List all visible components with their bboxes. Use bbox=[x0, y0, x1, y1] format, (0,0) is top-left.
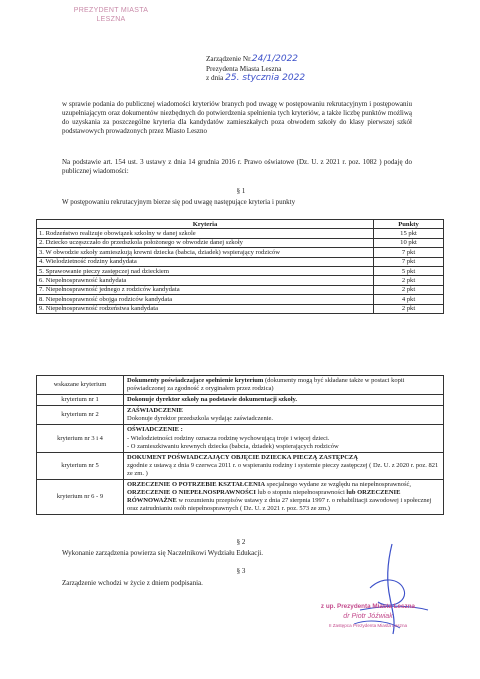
documents-column-header bbox=[124, 376, 444, 395]
table-row bbox=[37, 395, 444, 406]
section-3-text: Zarządzenie wchodzi w życie z dniem podpisania. bbox=[62, 579, 203, 587]
issuer-stamp-line2: LESZNA bbox=[96, 16, 126, 23]
table-row bbox=[37, 238, 444, 247]
document-detail: Dokonuje dyrektor przedszkola wydając zaświadczenie. bbox=[127, 415, 274, 423]
section-1-heading: § 1 bbox=[236, 187, 246, 195]
ordinance-prefix: Zarządzenie Nr. bbox=[206, 55, 252, 63]
criterion-label: kryterium nr 2 bbox=[37, 406, 124, 425]
document-header bbox=[206, 55, 305, 84]
signature-stamp-title: II Zastępca Prezydenta Miasta Leszna bbox=[328, 623, 408, 628]
points-cell: 15 pkt bbox=[374, 229, 444, 238]
documents-table bbox=[36, 375, 444, 515]
intro-paragraph: w sprawie podania do publicznej wiadomości kryteriów branych pod uwagę w postępowaniu rekrutacyjnym i postępowaniu uzupełniającym oraz dokumentów niezbędnych do potwierdzenia spełnienia tych kryteriów, a także liczbę punktów możliwą do uzyskania za poszczególne kryteria dla kandydatów zamieszkałych poza obwodem szkoły do klasy pierwszej szkół podstawowych prowadzonych przez Miasto Leszno bbox=[62, 100, 412, 135]
table-row bbox=[37, 304, 444, 313]
document-detail: - O zamieszkiwaniu krewnych dziecka (babcia, dziadek) wspierających rodziców bbox=[127, 442, 339, 450]
points-cell: 7 pkt bbox=[374, 257, 444, 266]
date-prefix: z dnia bbox=[206, 74, 224, 82]
issuer-stamp bbox=[58, 6, 164, 24]
document-description bbox=[124, 406, 444, 425]
criterion-label: kryterium nr 3 i 4 bbox=[37, 425, 124, 452]
criterion-cell: 5. Sprawowanie pieczy zastępczej nad dzieckiem bbox=[37, 266, 374, 275]
document-title: ORZECZENIE O POTRZEBIE KSZTAŁCENIA bbox=[127, 481, 266, 489]
document-title: DOKUMENT POŚWIADCZAJĄCY OBJĘCIE DZIECKA PIECZĄ ZASTĘPCZĄ bbox=[127, 453, 358, 461]
criterion-cell: 2. Dziecko uczęszczało do przedszkola położonego w obwodzie danej szkoły bbox=[37, 238, 374, 247]
legal-basis-paragraph: Na podstawie art. 154 ust. 3 ustawy z dnia 14 grudnia 2016 r. Prawo oświatowe (Dz. U. z 2021 r. poz. 1082 ) podaję do publicznej wiadomości: bbox=[62, 158, 412, 175]
criterion-label: kryterium nr 1 bbox=[37, 395, 124, 406]
criterion-cell: 7. Niepełnosprawność jednego z rodziców kandydata bbox=[37, 285, 374, 294]
documents-header-title: Dokumenty poświadczające spełnienie kryterium bbox=[127, 377, 264, 384]
document-title: lub ORZECZENIE RÓWNOWAŻNE bbox=[127, 489, 401, 505]
table-row bbox=[37, 406, 444, 425]
document-description bbox=[124, 425, 444, 452]
document-title: OŚWIADCZENIE : bbox=[127, 426, 183, 434]
document-detail: w rozumieniu przepisów ustawy z dnia 27 sierpnia 1997 r. o rehabilitacji zawodowej i społecznej oraz zatrudnianiu osób niepełnosprawnych ( Dz. U. z 2021 r. poz. 573 ze zm.) bbox=[127, 497, 432, 513]
document-detail: - Wielodzietności rodziny oznacza rodzinę wychowującą troje i więcej dzieci. bbox=[127, 434, 330, 442]
date-handwritten: 25. stycznia 2022 bbox=[225, 73, 306, 83]
section-3-heading: § 3 bbox=[236, 567, 246, 575]
criteria-header: Kryteria bbox=[37, 220, 374, 229]
points-cell: 7 pkt bbox=[374, 248, 444, 257]
signature-stamp-name: dr Piotr Jóźwiak bbox=[343, 612, 393, 620]
document-detail: lub o stopniu niepełnosprawności bbox=[255, 489, 347, 497]
points-header: Punkty bbox=[374, 220, 444, 229]
section-2-heading: § 2 bbox=[236, 538, 246, 546]
documents-header-row bbox=[37, 376, 444, 395]
criterion-cell: 8. Niepełnosprawność obojga rodziców kandydata bbox=[37, 295, 374, 304]
criterion-cell: 9. Niepełnosprawność rodzeństwa kandydata bbox=[37, 304, 374, 313]
criterion-cell: 4. Wielodzietność rodziny kandydata bbox=[37, 257, 374, 266]
points-cell: 5 pkt bbox=[374, 266, 444, 275]
points-cell: 2 pkt bbox=[374, 276, 444, 285]
table-row bbox=[37, 285, 444, 294]
table-row bbox=[37, 295, 444, 304]
criterion-cell: 3. W obwodzie szkoły zamieszkują krewni dziecka (babcia, dziadek) wspierający rodziców bbox=[37, 248, 374, 257]
document-description bbox=[124, 452, 444, 479]
ordinance-number-line bbox=[206, 55, 305, 65]
table-row bbox=[37, 266, 444, 275]
signature-stamp-authority: z up. Prezydenta Miasta Leszna bbox=[320, 603, 416, 610]
criteria-header-row bbox=[37, 220, 444, 229]
points-cell: 10 pkt bbox=[374, 238, 444, 247]
document-description bbox=[124, 480, 444, 515]
table-row bbox=[37, 229, 444, 238]
points-cell: 2 pkt bbox=[374, 304, 444, 313]
document-title: ZAŚWIADCZENIE bbox=[127, 407, 183, 415]
section-2-text: Wykonanie zarządzenia powierza się Naczelnikowi Wydziału Edukacji. bbox=[62, 549, 263, 557]
table-row bbox=[37, 276, 444, 285]
document-detail: specjalnego wydane ze względu na niepełnosprawność, bbox=[265, 481, 412, 489]
table-row bbox=[37, 425, 444, 452]
document-title: ORZECZENIE O NIEPEŁNOSPRAWNOŚCI bbox=[127, 489, 256, 497]
criterion-column-header: wskazane kryterium bbox=[37, 376, 124, 395]
criterion-label: kryterium nr 6 - 9 bbox=[37, 480, 124, 515]
documents-header-note: (dokumenty mogą być składane także w postaci kopii poświadczonej za zgodność z oryginałem przez rodzica) bbox=[127, 377, 405, 393]
points-cell: 2 pkt bbox=[374, 285, 444, 294]
ordinance-number-handwritten: 24/1/2022 bbox=[251, 54, 299, 64]
table-row bbox=[37, 248, 444, 257]
points-cell: 4 pkt bbox=[374, 295, 444, 304]
issuer-stamp-line1: PREZYDENT MIASTA bbox=[73, 7, 149, 14]
document-detail: zgodnie z ustawą z dnia 9 czerwca 2011 r. o wspieraniu rodziny i systemie pieczy zastępczej ( Dz. U. z 2020 r. poz. 821 ze zm. ) bbox=[127, 461, 439, 477]
criterion-cell: 1. Rodzeństwo realizuje obowiązek szkolny w danej szkole bbox=[37, 229, 374, 238]
signature-stamp bbox=[306, 602, 430, 631]
document-description: Dokonuje dyrektor szkoły na podstawie dokumentacji szkoły. bbox=[124, 395, 444, 406]
criteria-table bbox=[36, 219, 444, 314]
table-row bbox=[37, 480, 444, 515]
date-line bbox=[206, 74, 305, 84]
table-row bbox=[37, 257, 444, 266]
table-row bbox=[37, 452, 444, 479]
criterion-label: kryterium nr 5 bbox=[37, 452, 124, 479]
criterion-cell: 6. Niepełnosprawność kandydata bbox=[37, 276, 374, 285]
issuer-line: Prezydenta Miasta Leszna bbox=[206, 64, 282, 73]
section-1-text: W postępowaniu rekrutacyjnym bierze się pod uwagę następujące kryteria i punkty bbox=[62, 198, 296, 206]
